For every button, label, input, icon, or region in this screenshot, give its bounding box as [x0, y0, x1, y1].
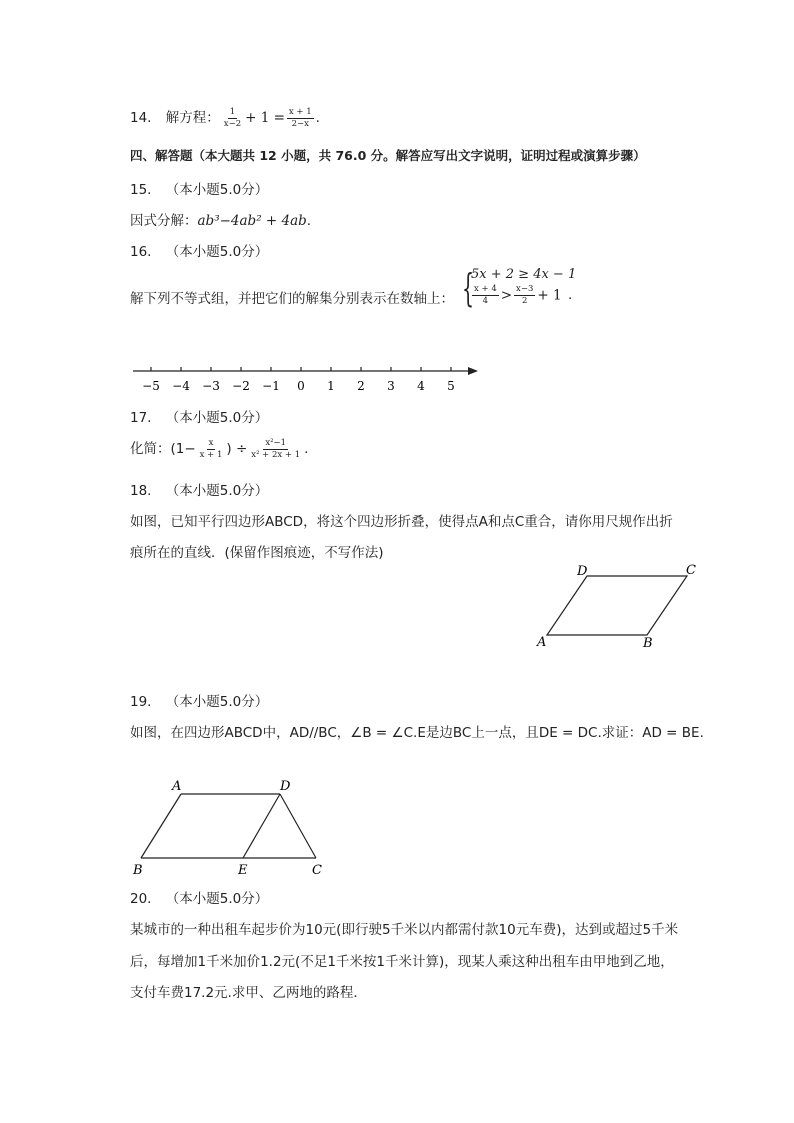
q15-body: 因式分解：ab³−4ab² + 4ab.	[130, 213, 312, 229]
brace: {	[462, 266, 475, 310]
question-number: 14.	[130, 110, 152, 126]
q20-line1: 某城市的一种出租车起步价为10元(即行驶5千米以内都需付款10元车费)，达到或超过5千米	[130, 922, 679, 938]
segment-de	[243, 794, 280, 858]
vertex-label-d: D	[280, 779, 291, 794]
q17-header	[130, 406, 268, 426]
tick-label: −2	[232, 379, 250, 393]
segment-dc	[280, 794, 316, 858]
math-expression: ab³−4ab² + 4ab	[197, 213, 307, 229]
q20-header	[130, 887, 268, 907]
inequality-system	[462, 266, 582, 316]
number-line	[128, 360, 488, 400]
question-number: 15.	[130, 182, 152, 198]
q19-line1: 如图，在四边形ABCD中，AD//BC，∠B = ∠C.E是边BC上一点，且DE = DC.求证：AD = BE.	[130, 725, 704, 741]
vertex-label-d: D	[577, 564, 588, 579]
q18-line1: 如图，已知平行四边形ABCD，将这个四边形折叠，使得点A和点C重合，请你用尺规作出折	[130, 514, 673, 530]
score-label: （本小题5.0分）	[165, 244, 269, 260]
section-heading: 四、解答题（本大题共 12 小题，共 76.0 分。解答应写出文字说明，证明过程或演算步骤）	[130, 148, 646, 163]
inequality-2: $\frac{x + 4}{4}$ > $\frac{x-3}{2}$ + 1	[474, 284, 562, 306]
vertex-label-c: C	[686, 563, 696, 578]
q20-line2: 后，每增加1千米加价1.2元(不足1千米按1千米计算)，现某人乘这种出租车由甲地到乙地，	[130, 954, 674, 970]
tick-label: 0	[297, 379, 305, 393]
score-label: （本小题5.0分）	[165, 410, 269, 426]
question-number: 18.	[130, 483, 152, 499]
tick-label: 1	[327, 379, 335, 393]
vertex-label-b: B	[133, 863, 143, 878]
vertex-label-a: A	[172, 779, 182, 794]
trapezoid-diagram	[128, 775, 338, 880]
score-label: （本小题5.0分）	[165, 694, 269, 710]
tick-label: −1	[262, 379, 280, 393]
question-number: 16.	[130, 244, 152, 260]
segment-ab	[141, 794, 181, 858]
q18-line2: 痕所在的直线．(保留作图痕迹，不写作法)	[130, 545, 384, 561]
inequality-1: 5x + 2 ≥ 4x − 1	[471, 267, 577, 282]
q16-end: .	[568, 287, 573, 303]
tick-label: −4	[172, 379, 190, 393]
question-number: 19.	[130, 694, 152, 710]
score-label: （本小题5.0分）	[165, 891, 269, 907]
q16-body: 解下列不等式组，并把它们的解集分别表示在数轴上：	[130, 291, 454, 307]
q17-body: 化简：(1− $\frac{x}{x + 1}$ ) ÷ $\frac{\text{x²−1}}{\text{x² + 2x + 1}}$ .	[130, 437, 309, 460]
q20-line3: 支付车费17.2元.求甲、乙两地的路程．	[130, 985, 367, 1001]
q16-header	[130, 240, 268, 260]
vertex-label-c: C	[312, 863, 322, 878]
parallelogram-diagram	[530, 560, 710, 655]
vertex-label-e: E	[238, 863, 248, 878]
question-number: 17.	[130, 410, 152, 426]
q14-prefix: 解方程：	[165, 110, 220, 126]
question-number: 20.	[130, 891, 152, 907]
score-label: （本小题5.0分）	[165, 182, 269, 198]
tick-label: 2	[357, 379, 365, 393]
tick-label: −5	[142, 379, 160, 393]
q15-header	[130, 178, 268, 198]
tick-label: −3	[202, 379, 220, 393]
tick-label: 5	[447, 379, 455, 393]
vertex-label-a: A	[537, 635, 547, 650]
vertex-label-b: B	[643, 636, 653, 651]
parallelogram-abcd	[547, 576, 687, 635]
score-label: （本小题5.0分）	[165, 483, 269, 499]
tick-label: 3	[387, 379, 395, 393]
q14-line: 14. 解方程： $\frac{1}{x-2}$ + 1 = $\frac{x + 1}{2-x}$ .	[130, 106, 320, 129]
q19-header	[130, 690, 268, 710]
arrow-head-icon	[468, 367, 478, 375]
fraction: $\frac{x + 1}{2-x}$	[288, 106, 312, 129]
tick-label: 4	[417, 379, 425, 393]
q18-header	[130, 479, 268, 499]
fraction: $\frac{1}{x-2}$	[223, 106, 242, 129]
